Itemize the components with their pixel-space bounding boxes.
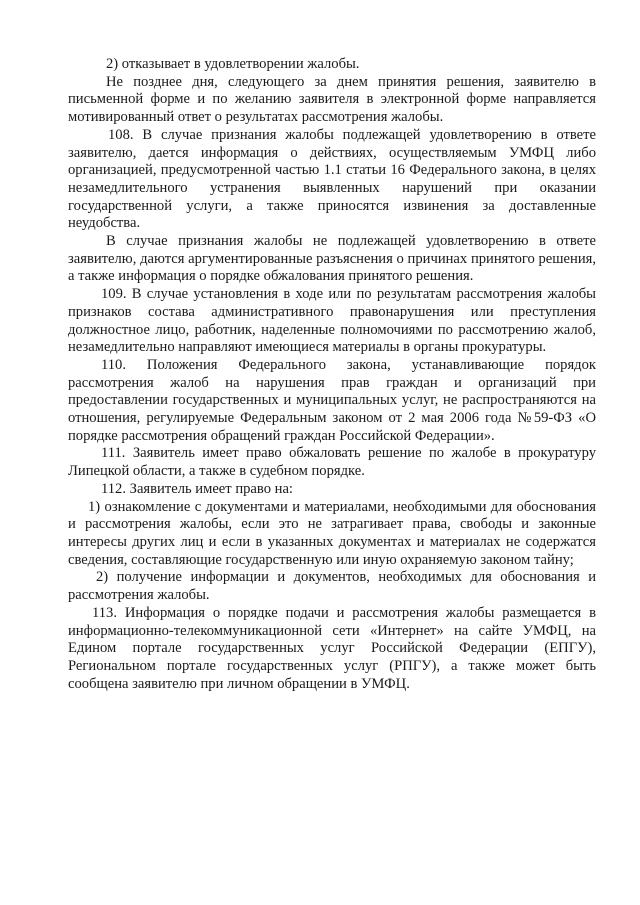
paragraph-108-refusal: В случае признания жалобы не подлежащей удовлетворению в ответе заявителю, даются аргументированные разъяснения о причинах принятого решения, а также информация о порядке обжалования принятого решения. <box>68 233 596 285</box>
paragraph-112-item-2: 2) получение информации и документов, необходимых для обоснования и рассмотрения жалобы. <box>68 569 596 604</box>
paragraph-113: 113. Информация о порядке подачи и рассмотрения жалобы размещается в информационно-телекоммуникационной сети «Интернет» на сайте УМФЦ, на Едином портале государственных услуг Российской Федерации (ЕПГУ), Региональном портале государственных услуг (РПГУ), а также может быть сообщена заявителю при личном обращении в УМФЦ. <box>68 604 596 692</box>
paragraph-112-item-1: 1) ознакомление с документами и материалами, необходимыми для обоснования и рассмотрения жалобы, если это не затрагивает права, свободы и законные интересы других лиц и если в указанных документах и материалах не содержатся сведения, составляющие государственную или иную охраняемую законом тайну; <box>68 498 596 568</box>
paragraph-109: 109. В случае установления в ходе или по результатам рассмотрения жалобы признаков состава административного правонарушения или преступления должностное лицо, работник, наделенные полномочиями по рассмотрению жалоб, незамедлительно направляют имеющиеся материалы в органы прокуратуры. <box>68 286 596 356</box>
paragraph-refuse: 2) отказывает в удовлетворении жалобы. <box>106 56 360 72</box>
paragraph-response-deadline: Не позднее дня, следующего за днем принятия решения, заявителю в письменной форме и по желанию заявителя в электронной форме направляется мотивированный ответ о результатах рассмотрения жалобы. <box>68 73 596 126</box>
document-page <box>68 56 596 693</box>
paragraph-111: 111. Заявитель имеет право обжаловать решение по жалобе в прокуратуру Липецкой области, а также в судебном порядке. <box>68 445 596 480</box>
paragraph-112: 112. Заявитель имеет право на: <box>101 480 293 497</box>
paragraph-108: 108. В случае признания жалобы подлежащей удовлетворению в ответе заявителю, дается информация о действиях, осуществляемым УМФЦ либо организацией, предусмотренной частью 1.1 статьи 16 Федерального закона, в целях незамедлительного устранения выявленных нарушений при оказании государственной услуги, а также приносятся извинения за доставленные неудобства. <box>68 126 596 232</box>
paragraph-110: 110. Положения Федерального закона, устанавливающие порядок рассмотрения жалоб на нарушения прав граждан и организаций при предоставлении государственных и муниципальных услуг, не распространяются на отношения, регулируемые Федеральным законом от 2 мая 2006 года №59-ФЗ «О порядке рассмотрения обращений граждан Российской Федерации». <box>68 356 596 444</box>
